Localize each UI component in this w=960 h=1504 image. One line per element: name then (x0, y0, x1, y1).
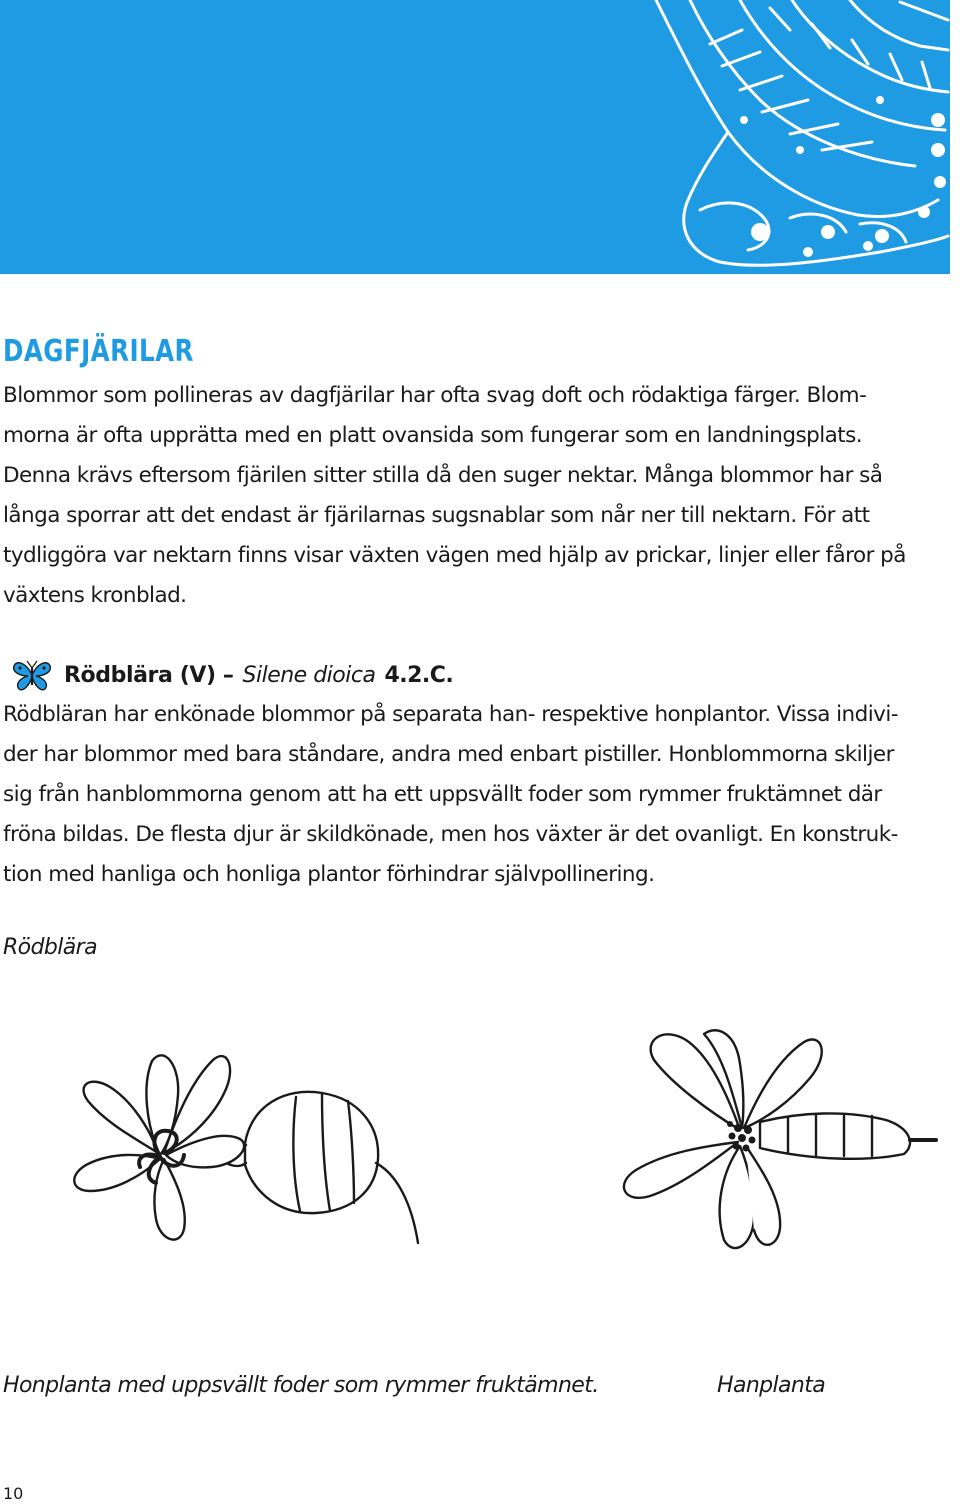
species-heading (12, 655, 453, 695)
text-line: der har blommor med bara ståndare, andra med enbart pistiller. Honblommorna skiljer (3, 742, 894, 767)
butterfly-icon (12, 658, 52, 692)
text-line: tydliggöra var nektarn finns visar växten vägen med hjälp av prickar, linjer eller fåror på (3, 543, 906, 568)
text-line: tion med hanliga och honliga plantor förhindrar självpollinering. (3, 862, 655, 887)
text-line: sig från hanblommorna genom att ha ett uppsvällt foder som rymmer fruktämnet där (3, 782, 882, 807)
text-line: Rödbläran har enkönade blommor på separata han- respektive honplantor. Vissa indivi- (3, 702, 898, 727)
text-line: Denna krävs eftersom fjärilen sitter stilla då den suger nektar. Många blommor har så (3, 463, 883, 488)
section-title: DAGFJÄRILAR (3, 334, 194, 369)
male-plant-caption: Hanplanta (717, 1373, 826, 1398)
female-flower-drawing (60, 1035, 440, 1255)
intro-paragraph (3, 376, 906, 616)
species-code: 4.2.C. (384, 662, 454, 688)
text-line: långa sporrar att det endast är fjärilarnas sugsnablar som når ner till nektarn. För att (3, 503, 870, 528)
species-latin-name: Silene dioica (242, 662, 376, 688)
header-banner (0, 0, 950, 274)
text-line: fröna bildas. De flesta djur är skildkönade, men hos växter är det ovanligt. En konstruk- (3, 822, 898, 847)
text-line: växtens kronblad. (3, 583, 187, 608)
butterfly-wing-illustration (0, 0, 950, 274)
male-flower-drawing (610, 1020, 940, 1260)
text-line: Blommor som pollineras av dagfjärilar har ofta svag doft och rödaktiga färger. Blom- (3, 383, 867, 408)
text-line: morna är ofta upprätta med en platt ovansida som fungerar som en landningsplats. (3, 423, 863, 448)
female-plant-caption: Honplanta med uppsvällt foder som rymmer fruktämnet. (3, 1373, 599, 1398)
species-description (3, 695, 898, 895)
page-number: 10 (3, 1484, 24, 1503)
species-name: Rödblära (V) – (64, 662, 234, 688)
figure-title: Rödblära (3, 935, 97, 960)
